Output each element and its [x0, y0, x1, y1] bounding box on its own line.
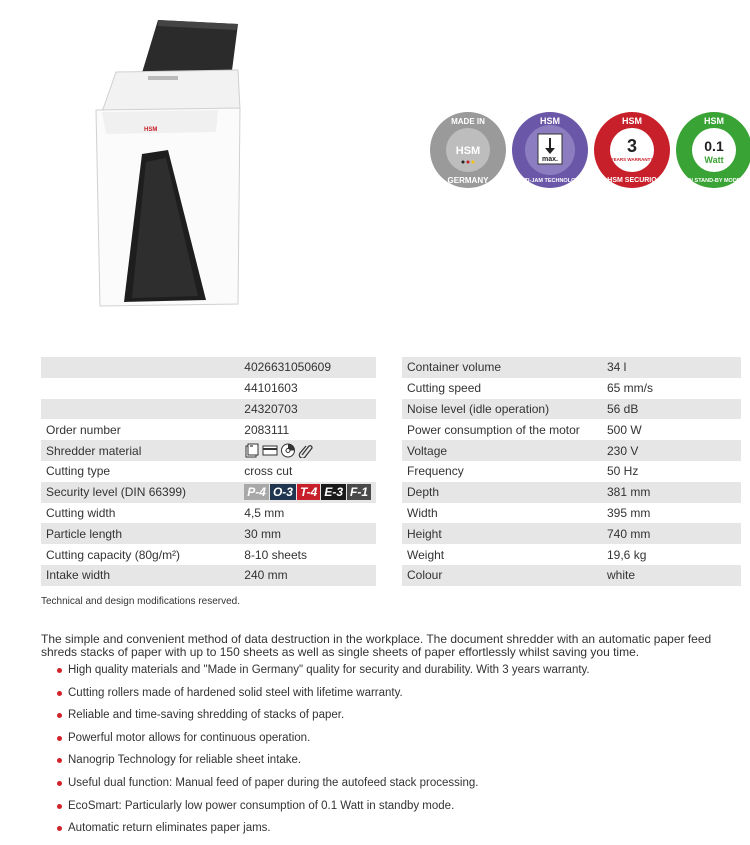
spec-value: 8-10 sheets: [244, 547, 307, 562]
badge-text-bottom: ANTI-JAM TECHNOLOGY: [516, 178, 584, 184]
spec-row: [402, 419, 741, 440]
badge-text-center: max.: [542, 156, 558, 163]
badge-text-top: HSM: [704, 116, 724, 126]
feature-item: EcoSmart: Particularly low power consumption of 0.1 Watt in standby mode.: [55, 800, 590, 823]
spec-label: Colour: [402, 565, 602, 586]
spec-value: 4026631050609: [239, 357, 376, 378]
spec-label: [41, 399, 239, 420]
specs-table-right: [402, 357, 741, 586]
spec-row: [41, 523, 376, 544]
warranty-badge: [592, 110, 672, 190]
spec-label: Weight: [407, 547, 445, 562]
spec-label: Height: [402, 523, 602, 544]
spec-row: [41, 482, 376, 503]
spec-label: [41, 357, 239, 378]
spec-row: [402, 565, 741, 586]
badge-text-sub: Watt: [704, 155, 724, 165]
badge-text-bottom: HSM SECURIO: [607, 177, 657, 184]
spec-row: [41, 419, 376, 440]
feature-item: High quality materials and "Made in Germany" quality for security and durability. With 3 years warranty.: [55, 664, 590, 687]
spec-value: 19,6 kg: [607, 547, 647, 562]
badge-text-bottom: IN STAND-BY MODE: [687, 178, 741, 184]
spec-label: Intake width: [41, 565, 239, 586]
spec-value: 65 mm/s: [607, 381, 654, 396]
paper-staples-icon: [244, 443, 260, 458]
feature-item: Automatic return eliminates paper jams.: [55, 822, 590, 845]
spec-label: Shredder material: [41, 440, 239, 461]
spec-row: [402, 440, 741, 461]
product-image: [88, 14, 248, 314]
spec-row: [41, 544, 376, 565]
spec-label: Cutting width: [46, 505, 116, 520]
feature-item: Nanogrip Technology for reliable sheet intake.: [55, 754, 590, 777]
badge-text-bottom: GERMANY: [447, 176, 489, 185]
spec-label: Particle length: [41, 523, 239, 544]
feature-item: Powerful motor allows for continuous operation.: [55, 732, 590, 755]
spec-row: [41, 399, 376, 420]
spec-value: 34 l: [602, 357, 741, 378]
spec-row: [402, 357, 741, 378]
credit-card-icon: [262, 443, 278, 458]
spec-value: 740 mm: [602, 523, 741, 544]
spec-value: 395 mm: [607, 505, 651, 520]
spec-row: [402, 378, 741, 399]
spec-row: [402, 523, 741, 544]
badge-text-top: HSM: [622, 116, 642, 126]
security-levels: [239, 482, 376, 503]
spec-value: white: [602, 565, 741, 586]
badge-text-sub: YEARS WARRANTY: [610, 157, 654, 162]
shredder-material-icons: [239, 440, 376, 461]
security-level-p: P-4: [244, 484, 269, 500]
spec-row: [402, 461, 741, 482]
spec-label: Noise level (idle operation): [402, 399, 602, 420]
spec-value: cross cut: [244, 464, 293, 479]
badge-text-center: 0.1: [704, 138, 724, 154]
spec-value: 4,5 mm: [244, 505, 285, 520]
feature-item: Cutting rollers made of hardened solid steel with lifetime warranty.: [55, 687, 590, 710]
spec-value: 30 mm: [239, 523, 376, 544]
badge-text-center: 3: [626, 136, 638, 156]
feature-list: [55, 664, 590, 845]
spec-label: Depth: [402, 482, 602, 503]
spec-row: [41, 461, 376, 482]
badge-text-top: HSM: [540, 116, 560, 126]
security-level-f: F-1: [347, 484, 371, 500]
spec-label: Voltage: [402, 440, 602, 461]
spec-label: Container volume: [402, 357, 602, 378]
spec-label: Width: [407, 505, 438, 520]
spec-value: 44101603: [244, 381, 298, 396]
spec-label: Power consumption of the motor: [407, 422, 580, 437]
spec-value: 240 mm: [239, 565, 376, 586]
spec-label: Cutting capacity (80g/m²): [46, 547, 181, 562]
product-description: The simple and convenient method of data destruction in the workplace. The document shredder with an automatic paper feed shreds stacks of paper with up to 150 sheets as well as single sheets of paper effortlessly whilst saving you time.: [41, 632, 712, 659]
made-in-germany-badge: [428, 110, 508, 190]
spec-row: [402, 544, 741, 565]
spec-value: 381 mm: [602, 482, 741, 503]
badge-text-center: HSM: [455, 145, 481, 157]
spec-label: [41, 378, 239, 399]
feature-item: Reliable and time-saving shredding of stacks of paper.: [55, 709, 590, 732]
spec-label: Cutting speed: [407, 381, 482, 396]
modifications-note: Technical and design modifications reserved.: [41, 596, 240, 607]
spec-label: Order number: [46, 422, 121, 437]
spec-value: 230 V: [602, 440, 741, 461]
standby-badge: [674, 110, 750, 190]
anti-jam-badge: [510, 110, 590, 190]
spec-row: [41, 378, 376, 399]
security-level-e: E-3: [321, 484, 346, 500]
spec-row: [41, 503, 376, 524]
spec-label: Cutting type: [46, 464, 111, 479]
paper-clip-icon: [298, 443, 314, 458]
feature-item: Useful dual function: Manual feed of paper during the autofeed stack processing.: [55, 777, 590, 800]
security-level-t: T-4: [297, 484, 320, 500]
spec-row: [41, 357, 376, 378]
badges-row: [428, 110, 748, 196]
spec-label: Security level (DIN 66399): [41, 482, 239, 503]
spec-value: 24320703: [239, 399, 376, 420]
spec-value: 500 W: [607, 422, 642, 437]
security-level-o: O-3: [270, 484, 296, 500]
spec-row: [41, 440, 376, 461]
spec-value: 56 dB: [602, 399, 741, 420]
spec-value: 50 Hz: [607, 464, 639, 479]
badge-text-top: MADE IN: [451, 117, 485, 126]
spec-row: [402, 482, 741, 503]
spec-row: [402, 399, 741, 420]
shredder-brand-label: HSM: [144, 127, 158, 133]
spec-value: 2083111: [244, 422, 290, 437]
spec-row: [41, 565, 376, 586]
spec-label: Frequency: [407, 464, 464, 479]
spec-row: [402, 503, 741, 524]
cd-icon: [280, 443, 296, 458]
specs-table-left: [41, 357, 376, 586]
